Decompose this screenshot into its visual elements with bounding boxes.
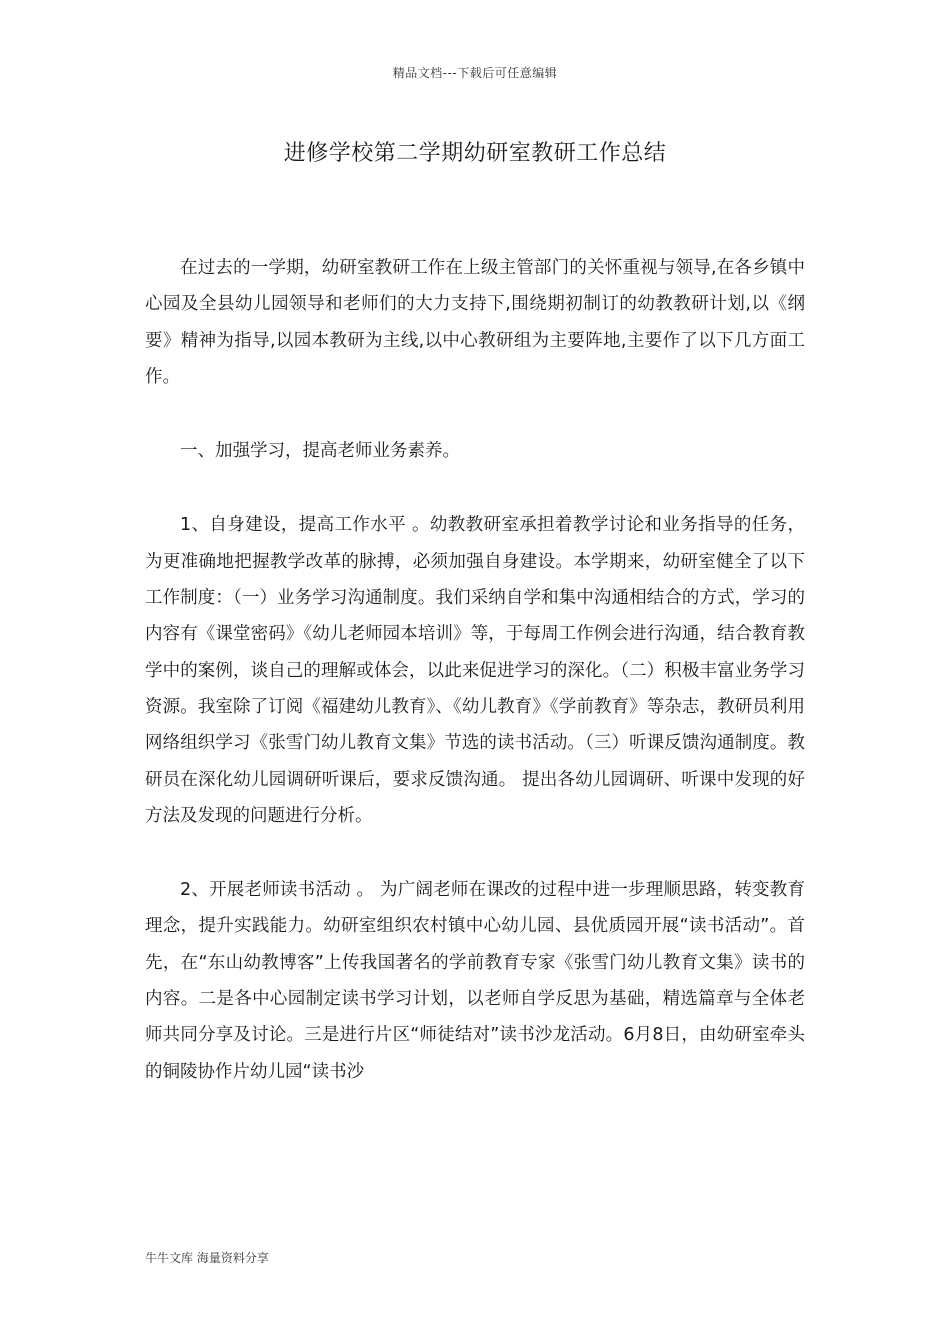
paragraph-reading-activity: 2、开展老师读书活动 。 为广阔老师在课改的过程中进一步理顺思路，转变教育理念，提升实践能力。幼研室组织农村镇中心幼儿园、县优质园开展“读书活动”。首先，在“东山幼教博客”上传我国著名的学前教育专家《张雪门幼儿教育文集》读书的内容。二是各中心园制定读书学习计划，以老师自学反思为基础，精选篇章与全体老师共同分享及讨论。三是进行片区“师徒结对”读书沙龙活动。6月8日，由幼研室牵头的铜陵协作片幼儿园“读书沙 bbox=[145, 880, 805, 1082]
paragraph-self-building: 1、自身建设，提高工作水平 。幼教教研室承担着教学讨论和业务指导的任务，为更准确地把握教学改革的脉搏，必须加强自身建设。本学期来，幼研室健全了以下工作制度：（一）业务学习沟通制度。我们采纳自学和集中沟通相结合的方式，学习的内容有《课堂密码》《幼儿老师园本培训》等，于每周工作例会进行沟通，结合教育教学中的案例，谈自己的理解或体会，以此来促进学习的深化。（二）积极丰富业务学习资源。我室除了订阅《福建幼儿教育》、《幼儿教育》《学前教育》等杂志，教研员利用网络组织学习《张雪门幼儿教育文集》节选的读书活动。（三）听课反馈沟通制度。教研员在深化幼儿园调研听课后，要求反馈沟通。 提出各幼儿园调研、听课中发现的好方法及发现的问题进行分析。 bbox=[145, 515, 805, 826]
footer-note: 牛牛文库 海量资料分享 bbox=[145, 1251, 269, 1265]
header-note: 精品文档---下载后可任意编辑 bbox=[392, 66, 558, 80]
paragraph-intro: 在过去的一学期，幼研室教研工作在上级主管部门的关怀重视与领导,在各乡镇中心园及全县幼儿园领导和老师们的大力支持下,围绕期初制订的幼教教研计划,以《纲要》精神为指导,以园本教研为主线,以中心教研组为主要阵地,主要作了以下几方面工作。 bbox=[145, 258, 805, 387]
section-heading-1: 一、加强学习，提高老师业务素养。 bbox=[180, 441, 460, 462]
document-body bbox=[145, 250, 805, 1128]
document-title: 进修学校第二学期幼研室教研工作总结 bbox=[283, 141, 667, 166]
